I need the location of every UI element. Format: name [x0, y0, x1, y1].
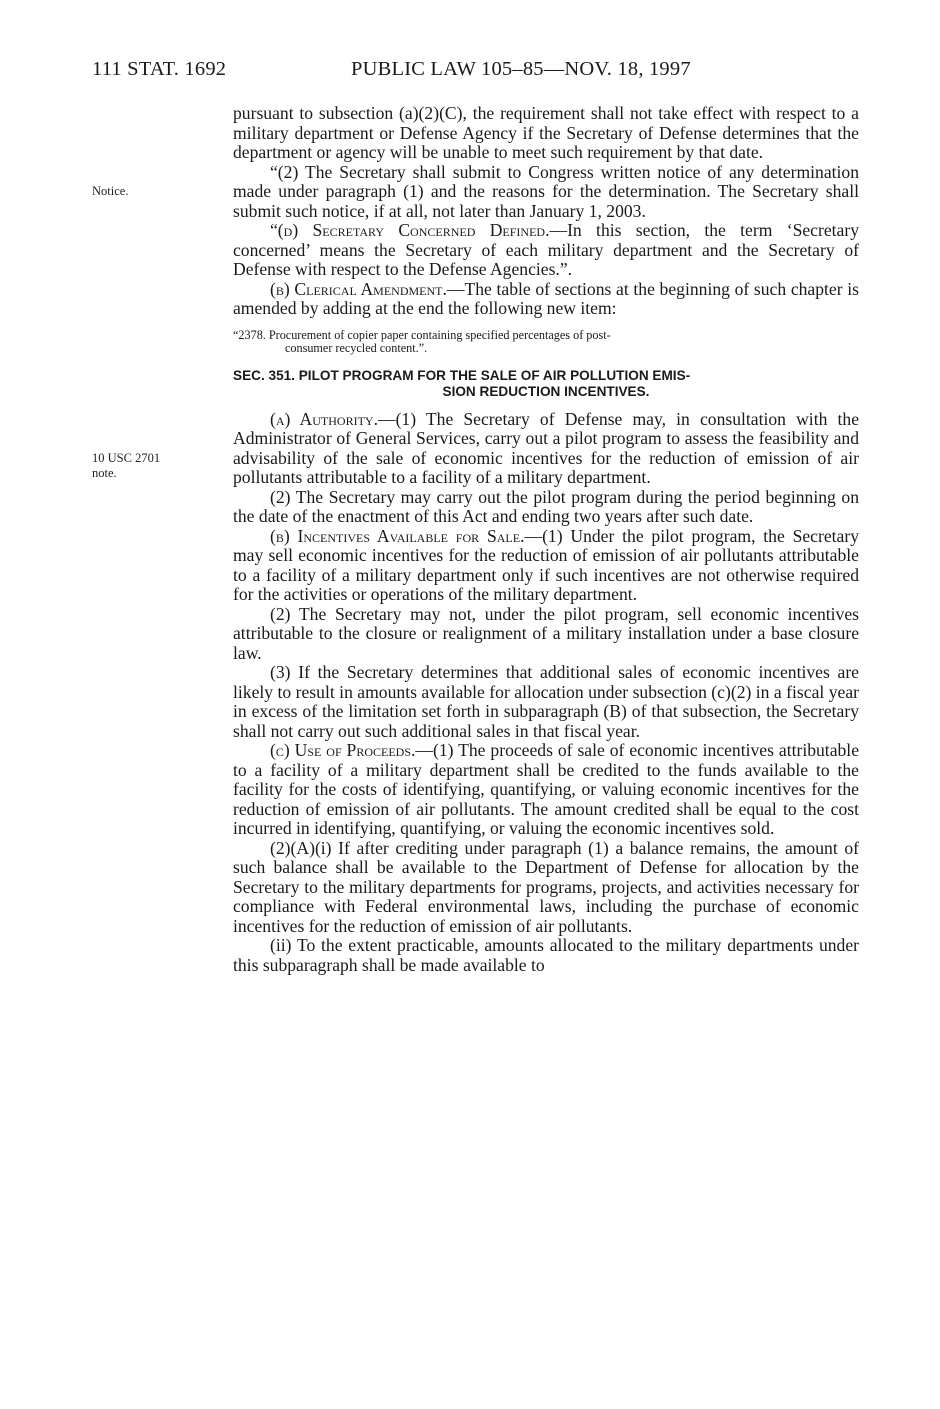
- toc-line-2: consumer recycled content.”.: [285, 341, 428, 355]
- paragraph-a-authority: [233, 410, 859, 488]
- authority-heading: (a) Authority.: [270, 408, 378, 429]
- margin-note-usc-line2: note.: [92, 466, 117, 480]
- paragraph-d: [233, 221, 859, 280]
- page-header: [92, 58, 862, 86]
- paragraph-c2: (2)(A)(i) If after crediting under paragraph (1) a balance remains, the amount of such balance shall be available to the Department of Defense for allocation by the Secretary to the military departments for programs, projects, and activities necessary for compliance with Federal environmental laws, including the purchase of economic incentives for the reduction of emission of air pollutants.: [233, 837, 859, 936]
- subsection-d-text: —In this section, the term ‘Secretary concerned’ means the Secretary of each military department and the Secretary of Defense with respect to the Defense Agencies.”.: [233, 220, 859, 279]
- paragraph-b2: (2) The Secretary may not, under the pilot program, sell economic incentives attributable to the closure or realignment of a military installation under a base closure law.: [233, 603, 859, 663]
- toc-line-1: “2378. Procurement of copier paper containing specified percentages of post-: [233, 327, 611, 342]
- margin-note-usc-line1: 10 USC 2701: [92, 451, 161, 465]
- proceeds-text: —(1) The proceeds of sale of economic incentives attributable to a facility of a military department shall be credited to the funds available to the facility for the costs of identifying, quantifying, or valuing economic incentives for the reduction of emission of air pollutants. The amount credited shall be equal to the cost incurred in identifying, quantifying, or valuing the economic incentives sold.: [233, 740, 860, 838]
- paragraph-c2-ii: (ii) To the extent practicable, amounts allocated to the military departments under this subparagraph shall be made available to: [233, 935, 859, 975]
- paragraph-notice-2: “(2) The Secretary shall submit to Congress written notice of any determination made under paragraph (1) and the reasons for the determination. The Secretary shall submit such notice, if at all, not later than January 1, 2003.: [233, 161, 859, 221]
- proceeds-heading: (c) Use of Proceeds.: [270, 740, 416, 760]
- public-law-title: PUBLIC LAW 105–85—NOV. 18, 1997: [351, 58, 691, 80]
- paragraph-b-clerical: [233, 280, 859, 319]
- margin-note-usc: [92, 451, 160, 481]
- paragraph-b3: (3) If the Secretary determines that additional sales of economic incentives are likely to result in amounts available for allocation under subsection (c)(2) in a fiscal year in excess of the limitation set forth in subparagraph (B) of that subsection, the Secretary shall not carry out such additional sales in that fiscal year.: [233, 662, 859, 741]
- paragraph-a2: (2) The Secretary may carry out the pilot program during the period beginning on the date of the enactment of this Act and ending two years after such date.: [233, 486, 859, 526]
- table-of-sections-item: [233, 329, 859, 356]
- section-heading-line-1: SEC. 351. PILOT PROGRAM FOR THE SALE OF AIR POLLUTION EMIS-: [233, 367, 691, 383]
- authority-text: —(1) The Secretary of Defense may, in consultation with the Administrator of General Services, carry out a pilot program to assess the feasibility and advisability of the sale of economic incentives for the reduction of emission of air pollutants attributable to a facility of a military department.: [233, 408, 860, 487]
- section-351-heading: [233, 368, 859, 400]
- clerical-amendment-text: —The table of sections at the beginning of such chapter is amended by adding at the end the following new item:: [233, 278, 859, 318]
- margin-note-notice: Notice.: [92, 184, 129, 198]
- section-heading-line-2: SION REDUCTION INCENTIVES.: [442, 383, 650, 399]
- document-body: [233, 104, 859, 975]
- subsection-d-heading: “(d) Secretary Concerned Defined.: [270, 220, 550, 240]
- statute-page-number: 111 STAT. 1692: [92, 58, 227, 80]
- paragraph-b-incentives: [233, 527, 859, 605]
- paragraph-continuation: pursuant to subsection (a)(2)(C), the requirement shall not take effect with respect to a military department or Defense Agency if the Secretary of Defense determines that the department or agency will be unable to meet such requirement by that date.: [233, 103, 859, 162]
- paragraph-c-proceeds: [233, 741, 859, 839]
- incentives-text: —(1) Under the pilot program, the Secretary may sell economic incentives for the reduction of emission of air pollutants attributable to a facility of a military department only if such incentives are not otherwise required for the activities or operations of the military department.: [233, 525, 859, 604]
- incentives-heading: (b) Incentives Available for Sale.: [270, 525, 525, 546]
- clerical-amendment-heading: (b) Clerical Amendment.: [270, 278, 447, 299]
